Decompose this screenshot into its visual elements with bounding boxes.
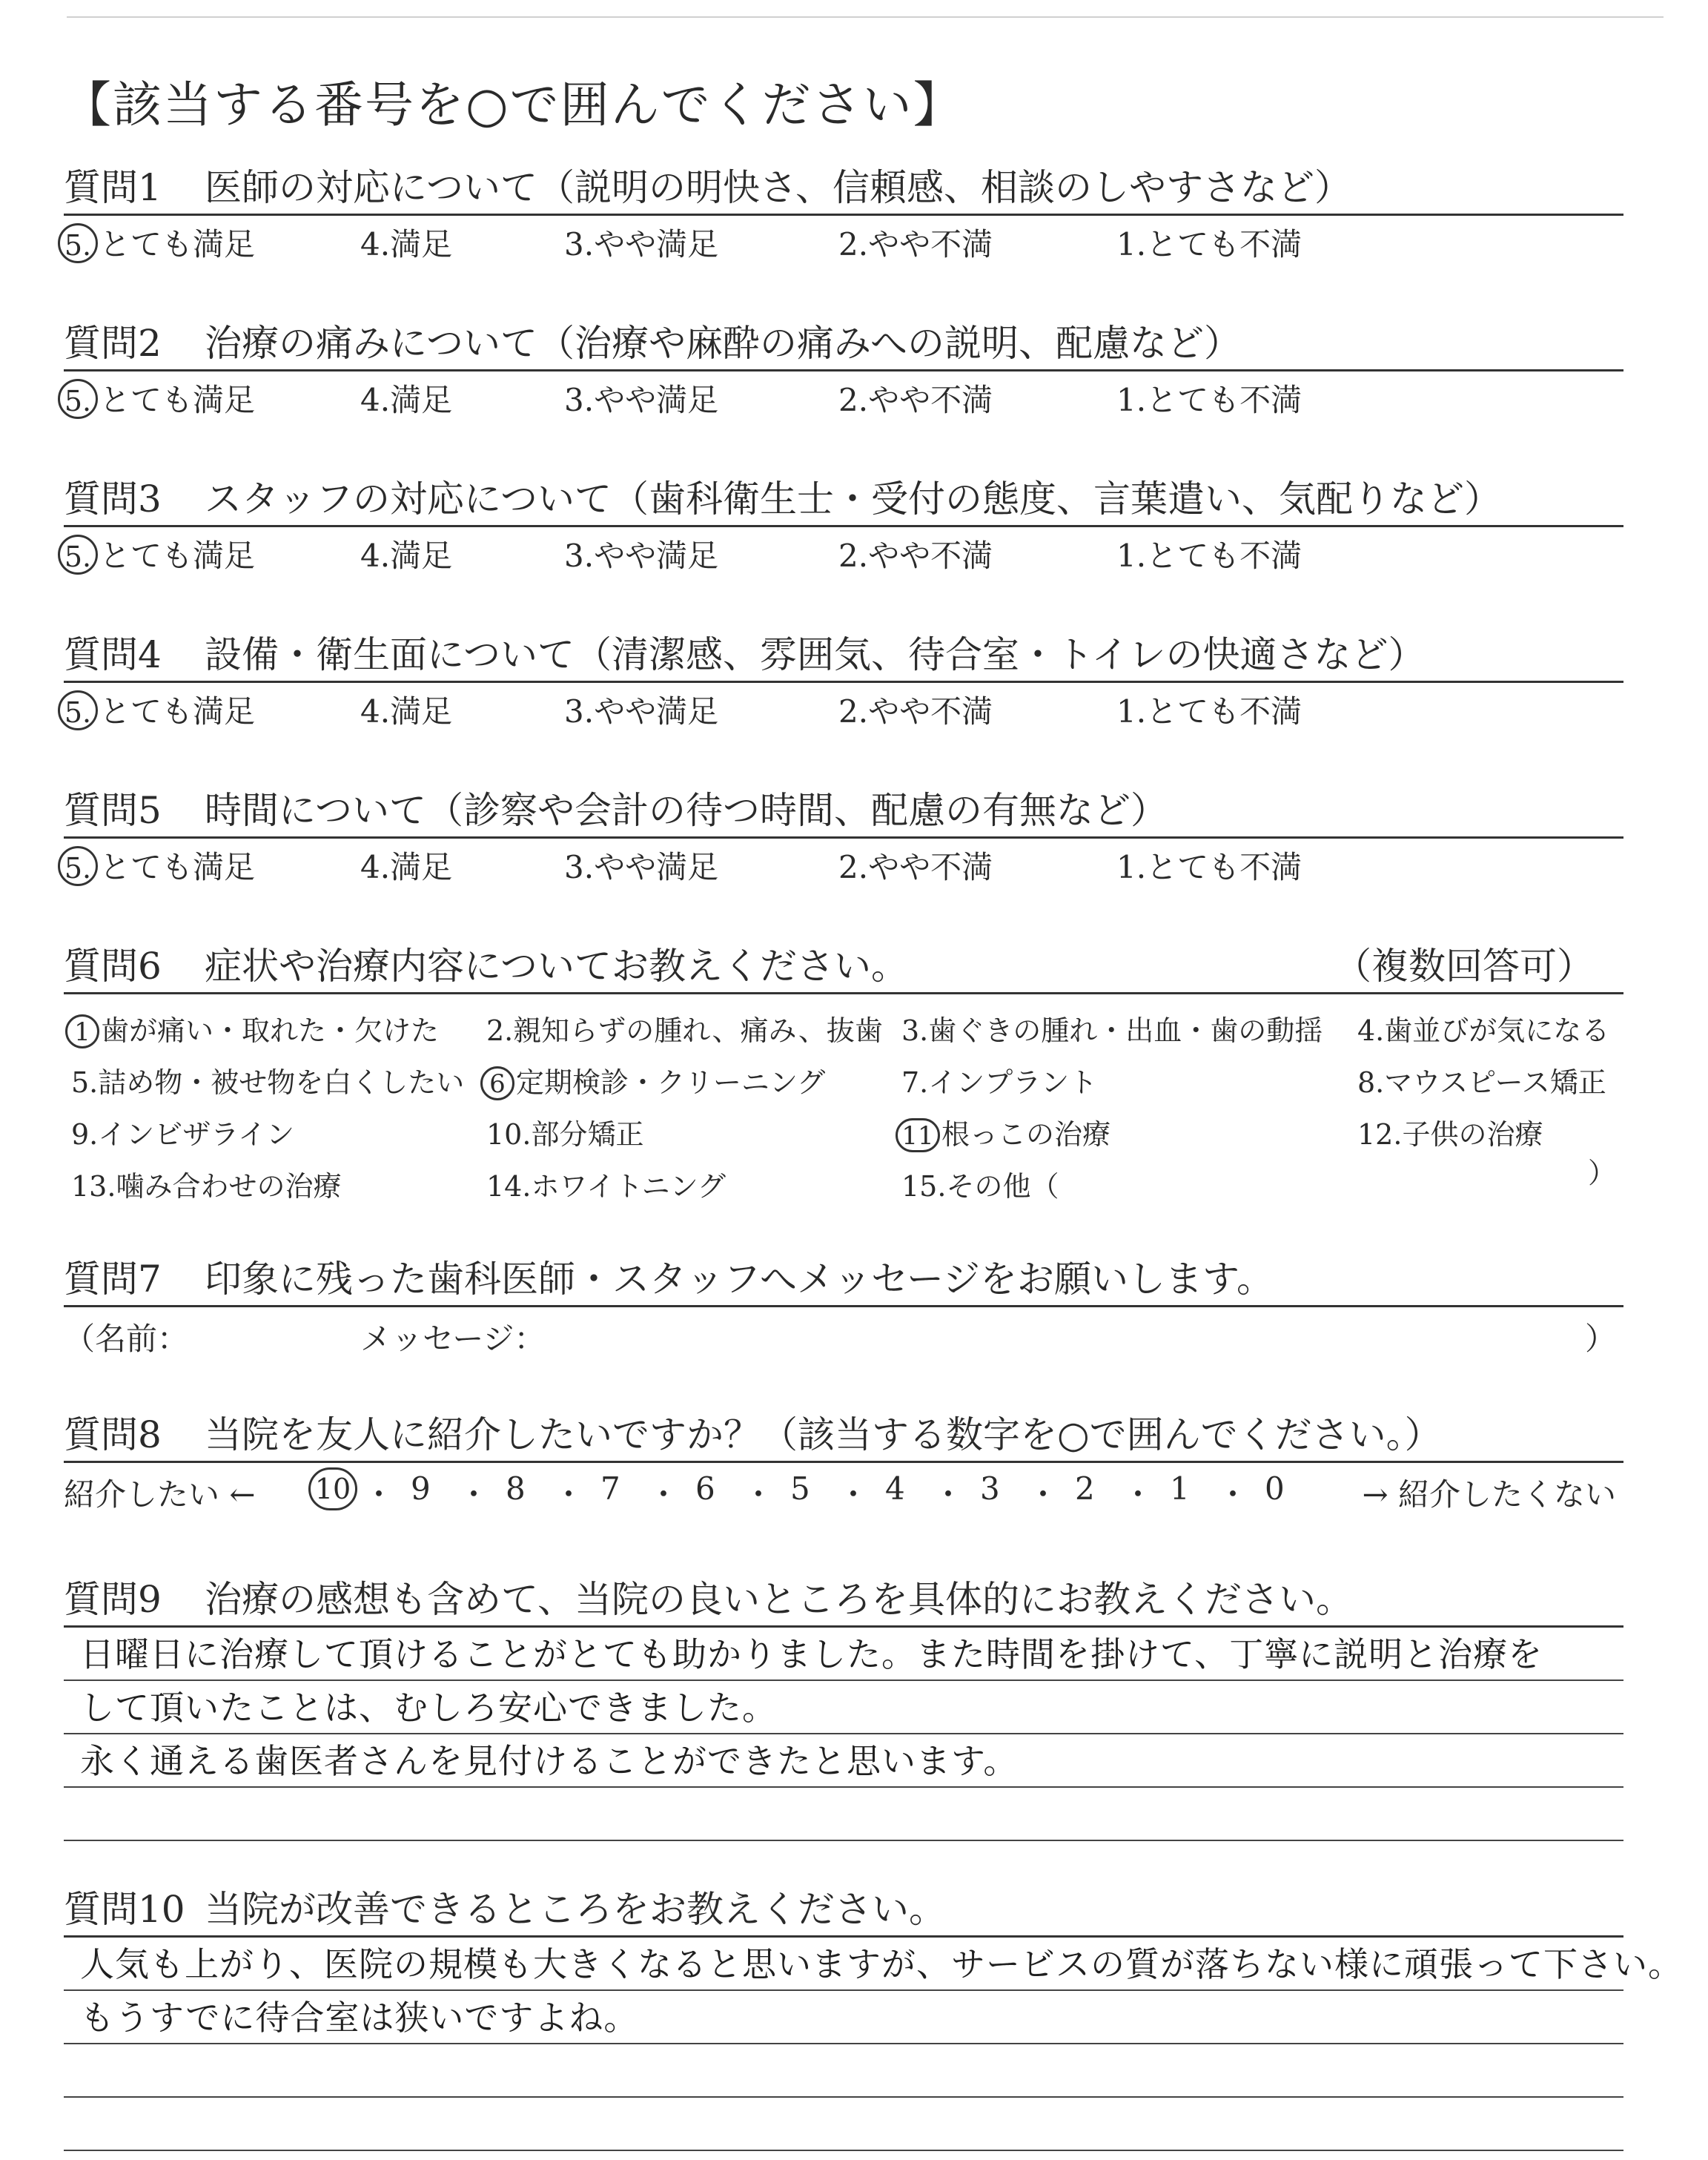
scale-left-label: 紹介したい ← [64, 1476, 256, 1513]
symptom-option[interactable] [71, 1008, 439, 1048]
rating-option[interactable]: 1.とても不満 [1116, 226, 1302, 262]
rating-option[interactable]: 2.やや不満 [838, 382, 993, 418]
scale-separator: ・ [458, 1476, 490, 1513]
question-title: 当院を友人に紹介したいですか？（該当する数字を○で囲んでください。） [205, 1413, 1442, 1456]
question-title: 治療の感想も含めて、当院の良いところを具体的にお教えください。 [205, 1578, 1353, 1621]
circled-number: 11 [896, 1118, 940, 1152]
rating-options [64, 216, 1623, 268]
option-label: とても満足 [99, 849, 256, 885]
rating-option[interactable]: 3.やや満足 [564, 693, 719, 730]
option-number: 7. [901, 1066, 929, 1099]
scale-separator: ・ [838, 1476, 870, 1513]
option-label: インビザライン [98, 1118, 295, 1151]
option-label: 子供の治療 [1402, 1118, 1543, 1151]
question-title: 設備・衛生面について（清潔感、雰囲気、待合室・トイレの快適さなど） [205, 633, 1426, 676]
question-9 [64, 1573, 1623, 1841]
answer-line [64, 2098, 1623, 2151]
question-1 [64, 162, 1623, 268]
rating-option[interactable]: 2.やや不満 [838, 849, 993, 885]
handwritten-text: 永く通える歯医者さんを見付けることができたと思います。 [80, 1741, 1019, 1781]
scale-value-4[interactable]: 4 [885, 1470, 905, 1507]
scale-value-5[interactable]: 5 [790, 1470, 810, 1507]
question-4 [64, 629, 1623, 735]
symptom-option[interactable] [1357, 1008, 1609, 1048]
circled-number: 5. [58, 690, 98, 730]
scale-value-10[interactable]: 10 [308, 1467, 357, 1510]
name-label: （名前： [64, 1321, 189, 1357]
option-label: とても満足 [99, 382, 256, 418]
symptom-option[interactable] [71, 1112, 294, 1152]
option-label: 部分矯正 [531, 1118, 644, 1151]
question-7 [64, 1253, 1623, 1359]
symptom-option[interactable] [1357, 1060, 1606, 1100]
question-number: 質問4 [64, 633, 162, 676]
question-number: 質問6 [64, 945, 162, 988]
scale-value-0[interactable]: 0 [1265, 1470, 1285, 1507]
symptom-option[interactable] [1357, 1112, 1543, 1152]
option-label: ホワイトニング [531, 1170, 726, 1203]
scale-separator: ・ [363, 1476, 395, 1513]
symptom-option[interactable] [901, 1008, 1323, 1048]
rating-options [64, 683, 1623, 735]
option-label: とても満足 [99, 226, 256, 262]
rating-option[interactable]: 3.やや満足 [564, 538, 719, 574]
circled-number: 1 [65, 1014, 99, 1048]
rating-option[interactable]: 3.やや満足 [564, 849, 719, 885]
scale-value-7[interactable]: 7 [600, 1470, 620, 1507]
option-number: 3. [901, 1014, 929, 1047]
option-label: 詰め物・被せ物を白くしたい [98, 1066, 465, 1099]
symptom-option[interactable] [486, 1163, 726, 1204]
answer-line [64, 1991, 1623, 2044]
rating-option[interactable]: 3.やや満足 [564, 382, 719, 418]
option-number: 13. [71, 1170, 116, 1203]
rating-option[interactable]: 3.やや満足 [564, 226, 719, 262]
rating-option[interactable]: 4.満足 [360, 538, 453, 574]
scale-separator: ・ [743, 1476, 775, 1513]
close-paren: ） [1587, 1157, 1616, 1189]
scale-separator: ・ [1217, 1476, 1249, 1513]
scale-value-9[interactable]: 9 [411, 1470, 431, 1507]
answer-line [64, 1938, 1683, 1991]
rating-option[interactable]: 2.やや不満 [838, 693, 993, 730]
answer-line [64, 1788, 1623, 1841]
option-label: マウスピース矯正 [1384, 1066, 1606, 1099]
rating-option[interactable] [64, 843, 255, 888]
circled-number: 6 [480, 1066, 514, 1100]
question-title: 時間について（診察や会計の待つ時間、配慮の有無など） [205, 789, 1168, 832]
question-8 [64, 1409, 1623, 1522]
circled-number: 5. [58, 535, 98, 575]
rating-option[interactable]: 4.満足 [360, 382, 453, 418]
rating-option[interactable]: 4.満足 [360, 693, 453, 730]
option-label: 歯が痛い・取れた・欠けた [101, 1014, 440, 1047]
option-label: とても満足 [99, 538, 256, 574]
option-number: 9. [71, 1118, 99, 1151]
question-number: 質問8 [64, 1413, 162, 1456]
question-number: 質問3 [64, 478, 162, 521]
option-number: 15. [901, 1170, 947, 1203]
answer-line [64, 1628, 1623, 1681]
circled-number: 5. [58, 379, 98, 419]
rating-option[interactable] [64, 532, 255, 576]
question-number: 質問7 [64, 1258, 162, 1301]
option-label: 定期検診・クリーニング [516, 1066, 826, 1099]
handwritten-answer [64, 1938, 1683, 2151]
symptom-option[interactable] [71, 1060, 464, 1100]
rating-option[interactable]: 2.やや不満 [838, 538, 993, 574]
option-label: とても満足 [99, 693, 256, 730]
rating-option[interactable] [64, 376, 255, 420]
question-5 [64, 785, 1623, 891]
recommend-scale [64, 1463, 1623, 1522]
symptom-option[interactable] [71, 1163, 341, 1204]
symptom-options [64, 994, 1623, 1209]
option-number: 10. [486, 1118, 532, 1151]
option-number: 14. [486, 1170, 532, 1203]
scale-separator: ・ [553, 1476, 585, 1513]
close-paren: ） [1584, 1321, 1616, 1357]
option-number: 12. [1357, 1118, 1403, 1151]
scale-value-8[interactable]: 8 [506, 1470, 526, 1507]
scale-value-6[interactable]: 6 [695, 1470, 715, 1507]
rating-option[interactable]: 1.とても不満 [1116, 538, 1302, 574]
rating-option[interactable] [64, 220, 255, 265]
symptom-option[interactable] [901, 1060, 1097, 1100]
option-number: 4. [1357, 1014, 1385, 1047]
rating-option[interactable]: 4.満足 [360, 226, 453, 262]
scale-value-1[interactable]: 1 [1170, 1470, 1190, 1507]
option-number: 5. [71, 1066, 99, 1099]
scale-separator: ・ [1027, 1476, 1059, 1513]
rating-option[interactable]: 4.満足 [360, 849, 453, 885]
handwritten-text: して頂いたことは、むしろ安心できました。 [80, 1688, 777, 1728]
question-title: 当院が改善できるところをお教えください。 [205, 1888, 946, 1931]
option-number: 8. [1357, 1066, 1385, 1099]
question-number: 質問1 [64, 166, 162, 209]
handwritten-answer [64, 1628, 1623, 1841]
rating-options [64, 371, 1623, 423]
handwritten-text: 人気も上がり、医院の規模も大きくなると思いますが、サービスの質が落ちない様に頑張って下さい。 [80, 1944, 1683, 1984]
option-number: 2. [486, 1014, 514, 1047]
question-3 [64, 473, 1623, 579]
rating-options [64, 839, 1623, 891]
handwritten-text: もうすでに待合室は狭いですよね。 [80, 1998, 639, 2038]
rating-option[interactable]: 1.とても不満 [1116, 382, 1302, 418]
question-10 [64, 1883, 1683, 2151]
message-label: メッセージ： [360, 1321, 546, 1357]
symptom-option[interactable] [901, 1163, 1059, 1204]
option-label: 歯並びが気になる [1384, 1014, 1610, 1047]
top-border [67, 16, 1664, 18]
rating-option[interactable] [64, 687, 255, 732]
rating-option[interactable]: 1.とても不満 [1116, 693, 1302, 730]
symptom-option[interactable] [486, 1008, 883, 1048]
question-number: 質問10 [64, 1888, 185, 1931]
scale-separator: ・ [933, 1476, 964, 1513]
option-label: その他（ [946, 1170, 1059, 1203]
scale-right-label: → 紹介したくない [1362, 1476, 1616, 1513]
symptom-option[interactable] [486, 1112, 643, 1152]
rating-option[interactable]: 2.やや不満 [838, 226, 993, 262]
circled-number: 5. [58, 223, 98, 263]
form-heading: 【該当する番号を○で囲んでください】 [62, 76, 964, 133]
question-number: 質問9 [64, 1578, 162, 1621]
answer-line [64, 1734, 1623, 1788]
question-6 [64, 940, 1623, 1209]
question-2 [64, 317, 1623, 423]
question-title: 症状や治療内容についてお教えください。 [205, 945, 908, 988]
option-label: インプラント [928, 1066, 1098, 1099]
multiple-answer-note: （複数回答可） [1334, 945, 1594, 988]
scale-value-3[interactable]: 3 [980, 1470, 1000, 1507]
rating-option[interactable]: 1.とても不満 [1116, 849, 1302, 885]
scale-value-2[interactable]: 2 [1075, 1470, 1095, 1507]
scale-separator: ・ [648, 1476, 680, 1513]
scale-separator: ・ [1122, 1476, 1154, 1513]
symptom-option[interactable] [486, 1060, 825, 1100]
handwritten-text: 日曜日に治療して頂けることがとても助かりました。また時間を掛けて、丁寧に説明と治療を [80, 1634, 1543, 1674]
option-label: 歯ぐきの腫れ・出血・歯の動揺 [928, 1014, 1323, 1047]
question-title: 印象に残った歯科医師・スタッフへメッセージをお願いします。 [205, 1258, 1274, 1301]
option-label: 噛み合わせの治療 [116, 1170, 342, 1203]
question-number: 質問2 [64, 322, 162, 365]
question-title: スタッフの対応について（歯科衛生士・受付の態度、言葉遣い、気配りなど） [205, 478, 1501, 521]
circled-number: 5. [58, 846, 98, 886]
question-title: 治療の痛みについて（治療や麻酔の痛みへの説明、配慮など） [205, 322, 1241, 365]
option-label: 根っこの治療 [941, 1118, 1111, 1151]
question-number: 質問5 [64, 789, 162, 832]
option-label: 親知らずの腫れ、痛み、抜歯 [513, 1014, 883, 1047]
question-title: 医師の対応について（説明の明快さ、信頼感、相談のしやすさなど） [205, 166, 1351, 209]
rating-options [64, 527, 1623, 579]
symptom-option[interactable] [901, 1112, 1110, 1152]
answer-line [64, 1681, 1623, 1734]
answer-line [64, 2044, 1623, 2098]
